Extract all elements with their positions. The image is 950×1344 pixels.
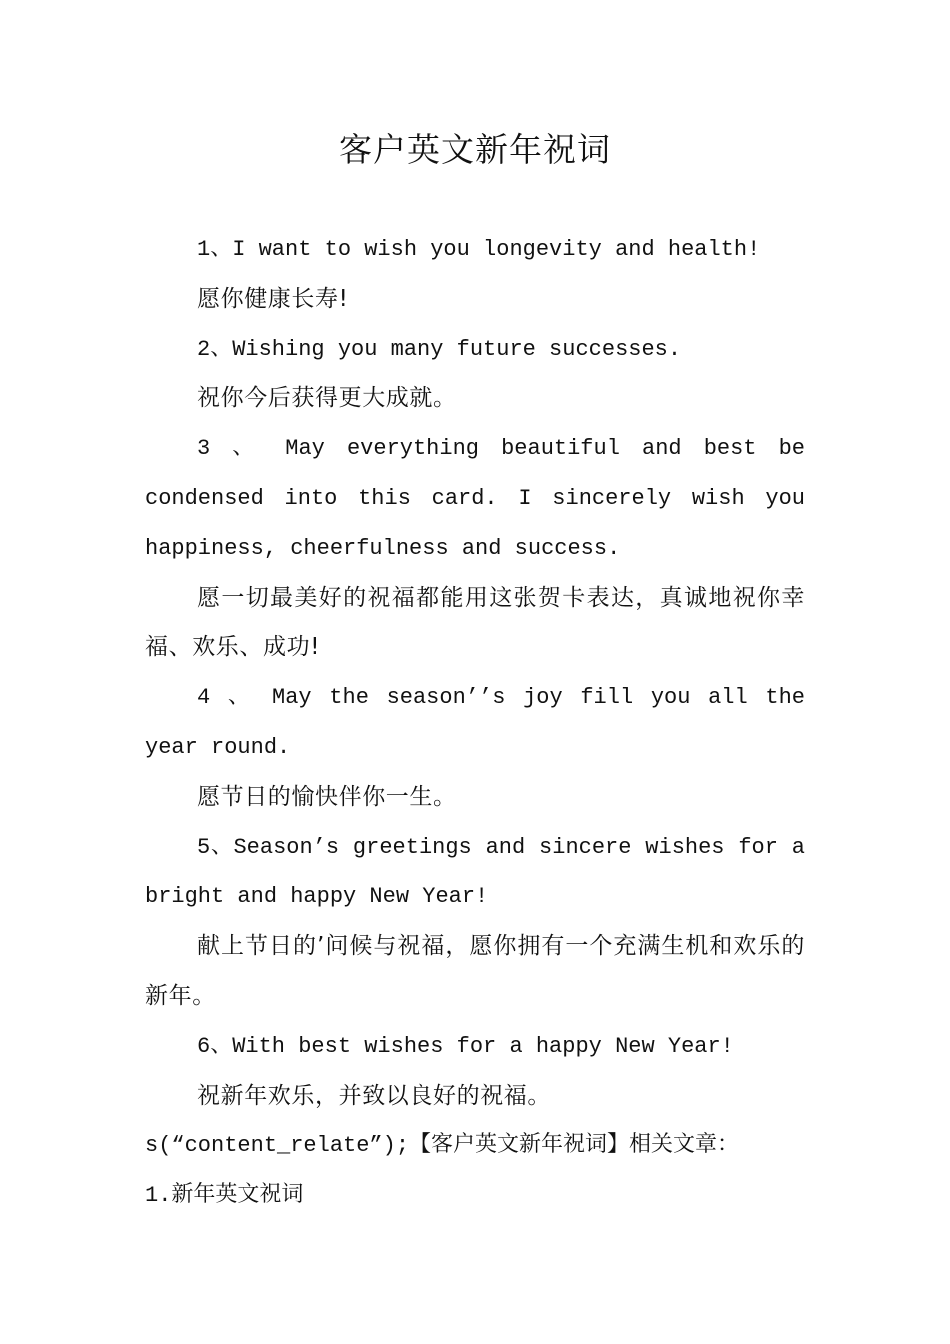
paragraph-wish-3-en: 3 、 May everything beautiful and best be condensed into this card. I sincerely wish you happiness, cheerfulness and success. (145, 436, 805, 561)
paragraph-wish-5-cn: 献上节日的’问候与祝福，愿你拥有一个充满生机和欢乐的新年。 (145, 933, 805, 1009)
document-title: 客户英文新年祝词 (339, 130, 611, 169)
paragraph-wish-2-en: 2、Wishing you many future successes. (197, 336, 682, 362)
paragraph-wish-6-en: 6、With best wishes for a happy New Year! (197, 1033, 734, 1059)
document-body (145, 225, 805, 1221)
paragraph-wish-6-cn: 祝新年欢乐，并致以良好的祝福。 (197, 1082, 551, 1109)
paragraph-wish-4-cn: 愿节日的愉快伴你一生。 (197, 783, 457, 810)
paragraph-wish-4-en: 4 、 May the season’’s joy fill you all the year round. (145, 685, 805, 760)
paragraph-wish-1-cn: 愿你健康长寿! (197, 285, 349, 312)
paragraph-wish-2-cn: 祝你今后获得更大成就。 (197, 385, 457, 412)
paragraph-wish-3-cn: 愿一切最美好的祝福都能用这张贺卡表达，真诚地祝你幸福、欢乐、成功! (145, 584, 805, 661)
paragraph-wish-1-en: 1、I want to wish you longevity and health! (197, 237, 761, 262)
related-article-link-1[interactable]: 1.新年英文祝词 (145, 1183, 304, 1209)
related-articles-heading: s(“content_relate”);【客户英文新年祝词】相关文章： (145, 1133, 740, 1159)
paragraph-wish-5-en: 5、Season’s greetings and sincere wishes for a bright and happy New Year! (145, 834, 805, 910)
